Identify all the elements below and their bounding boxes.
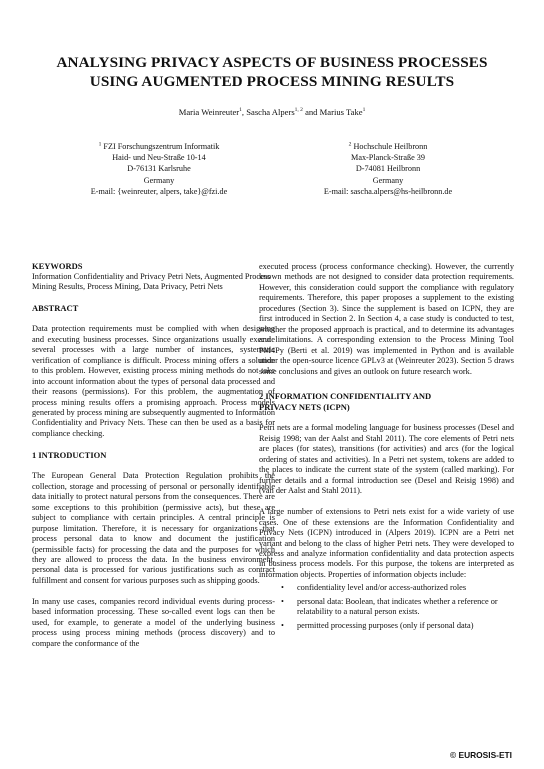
affiliation-number: 1 [98, 141, 102, 148]
affiliation-street: Max-Planck-Straße 39 [351, 153, 425, 163]
affiliation-left [39, 141, 279, 197]
left-column [32, 261, 275, 649]
introduction-paragraph: In many use cases, companies record individual events during process-based information processing. These so-called event logs can then be used, for example, to generate a model of the underlying business process using process mining methods (process discovery) and to compare the conformance of the [32, 596, 275, 648]
affiliation-country: Germany [143, 175, 175, 185]
bullet-icon: • [281, 620, 284, 630]
author-name: Marius Take [319, 107, 363, 117]
affiliation-right [268, 141, 508, 197]
section2-heading-line-1: 2 INFORMATION CONFIDENTIALITY AND [259, 390, 432, 401]
affiliation-city: D-74081 Heilbronn [355, 164, 421, 174]
abstract-heading: ABSTRACT [32, 302, 79, 313]
title-line-1: ANALYSING PRIVACY ASPECTS OF BUSINESS PROCESSES [56, 54, 488, 71]
author-affiliation-marker: 1 [239, 107, 242, 114]
section2-paragraph: A large number of extensions to Petri nets exist for a wide variety of use cases. One of these extensions are the Information Confidentiality and Privacy Nets (ICPN) introduced in (Alpers 2019). ICPN are a Petri net variant and belong to the class of higher Petri nets. They were developed to express and analyze information confidentiality and data protection aspects in business process models. For this purpose, the tokens are interpreted as information objects. Properties of information objects include: [259, 507, 514, 579]
property-list [259, 583, 514, 631]
keywords-text: Information Confidentiality and Privacy Petri Nets, Augmented Process Mining Results, Process Mining, Data Privacy, Petri Nets [32, 271, 271, 291]
list-item-text: personal data: Boolean, that indicates whether a reference or relatability to a natural person exists. [297, 596, 498, 617]
affiliation-email: E-mail: {weinreuter, alpers, take}@fzi.de [90, 186, 228, 196]
keywords-heading: KEYWORDS [32, 261, 83, 271]
section2-heading-line-2: PRIVACY NETS (ICPN) [259, 401, 350, 412]
bullet-icon: • [281, 583, 284, 593]
list-item [259, 597, 514, 618]
bullet-icon: • [281, 596, 284, 606]
author-list [0, 107, 544, 118]
abstract-text: Data protection requirements must be complied with when designing and executing business processes. Since organizations usually execute several processes with a large number of instances, systematic verification of compliance is difficult. Process mining offers a solution to this problem. However, existing process mining methods do not take into account information about the types of personal data processed and their reasons (permissions). For this problem, the augmentation of process mining results offers a promising approach. Process models generated by process mining are subsequently augmented to Information Confidentiality and Privacy Nets. These can then be used as a basis for compliance checking. [32, 324, 275, 438]
author-separator: , [241, 107, 247, 117]
affiliation-number: 2 [348, 141, 352, 148]
introduction-paragraph: executed process (process conformance checking). However, the currently known methods are not designed to consider data protection requirements. However, this consideration could support the compliance with regulatory requirements. Therefore, this paper proposes a supplement to the existing procedures (Section 3). Since the supplement is based on ICPN, they are first introduced in Section 2. In Section 4, a case study is conducted to test, whether the proposed approach is practical, and to determine its advantages and limitations. A corresponding extension to the Process Mining Tool PM4Py (Berti et al. 2019) was implemented in Python and is available under the open-source licence GPLv3 at (Weinreuter 2023). Section 5 draws some conclusions and gives an outlook on future research work. [259, 262, 514, 376]
copyright-footer: © EUROSIS-ETI [449, 750, 512, 760]
author-name: Maria Weinreuter [178, 107, 240, 117]
author-separator: and [302, 107, 320, 117]
introduction-paragraph: The European General Data Protection Regulation prohibits the collection, storage and processing of personal or personally identifiable data initially to protect natural persons from the consequences. There are some exceptions to this prohibition (permissive acts), but these are subject to compliance with certain principles. A central principle is purpose limitation. Therefore, it is necessary for organizations that process personal data to know and document the justification (permissible facts) for processing the data and the purposes for which they are allowed to process the data. In the business environment, personal data is processed for various justifications such as contract fulfillment and consent for various purposes such as shipping goods. [32, 471, 275, 585]
list-item [259, 621, 514, 631]
section2-heading [259, 391, 514, 413]
affiliation-city: D-76131 Karlsruhe [127, 164, 191, 174]
affiliation-institution: FZI Forschungszentrum Informatik [101, 142, 220, 151]
list-item-text: permitted processing purposes (only if personal data) [297, 620, 474, 630]
affiliation-street: Haid- und Neu-Straße 10-14 [112, 153, 206, 163]
list-item-text: confidentiality level and/or access-authorized roles [297, 583, 467, 593]
affiliation-email: E-mail: sascha.alpers@hs-heilbronn.de [323, 186, 453, 196]
paper-title [30, 53, 514, 91]
affiliation-country: Germany [372, 175, 404, 185]
section2-paragraph: Petri nets are a formal modeling language for business processes (Desel and Reisig 1998; van der Aalst and Stahl 2011). The core elements of Petri nets are places (for states), transitions (for activities) and arcs (for the logical ordering of states and activities). In a Petri net system, tokens are added to the places to indicate the current state of the system (called marking). For further details and a formal introduction see (Desel and Reisig 1998) and (van der Aalst and Stahl 2011). [259, 423, 514, 496]
right-column [259, 262, 514, 634]
affiliation-institution: Hochschule Heilbronn [351, 142, 428, 151]
author-affiliation-marker: 1, 2 [294, 107, 303, 114]
introduction-heading: 1 INTRODUCTION [32, 449, 107, 460]
author-affiliation-marker: 1 [362, 107, 366, 114]
title-line-2: USING AUGMENTED PROCESS MINING RESULTS [89, 73, 455, 90]
author-name: Sascha Alpers [246, 107, 295, 117]
list-item [259, 583, 514, 593]
